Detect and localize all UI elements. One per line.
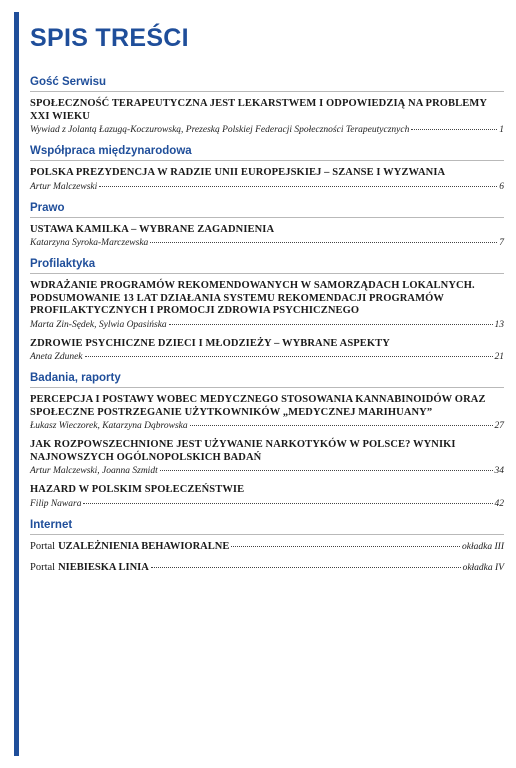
entry-author: Katarzyna Syroka-Marczewska (30, 238, 149, 248)
entry-title: PERCEPCJA I POSTAWY WOBEC MEDYCZNEGO STOSOWANIA KANNABINOIDÓW ORAZ SPOŁECZNE POSTRZEGANIE UŻYTKOWNIKÓW „MEDYCZNEJ MARIHUANY” (30, 394, 486, 418)
entry-leader (30, 466, 504, 476)
toc-section (30, 145, 504, 192)
entry-page: 21 (494, 352, 504, 362)
entry-leader (30, 421, 504, 431)
dot-leader (231, 546, 460, 547)
entry-author: Łukasz Wieczorek, Katarzyna Dąbrowska (30, 421, 188, 431)
dot-leader (99, 186, 497, 187)
entry-author: Aneta Zdunek (30, 352, 83, 362)
internet-item-prefix: Portal (30, 540, 56, 552)
entry-author: Artur Malczewski, Joanna Szmidt (30, 466, 158, 476)
toc-entry[interactable] (30, 167, 504, 192)
toc-section (30, 76, 504, 135)
entry-title: POLSKA PREZYDENCJA W RADZIE UNII EUROPEJSKIEJ – SZANSE I WYZWANIA (30, 167, 446, 178)
accent-bar (14, 12, 19, 756)
toc-content (30, 76, 504, 583)
toc-section (30, 202, 504, 249)
internet-item-name: UZALEŻNIENIA BEHAWIORALNE (58, 540, 230, 552)
section-title: Internet (30, 519, 504, 535)
entry-title: SPOŁECZNOŚĆ TERAPEUTYCZNA JEST LEKARSTWEM I ODPOWIEDZIĄ NA PROBLEMY XXI WIEKU (30, 98, 487, 122)
internet-item[interactable] (30, 541, 504, 552)
toc-entry[interactable] (30, 338, 504, 363)
entry-page: 27 (494, 421, 504, 431)
dot-leader (83, 503, 492, 504)
entry-leader (30, 320, 504, 330)
dot-leader (411, 129, 497, 130)
toc-entry[interactable] (30, 394, 504, 431)
toc-entry[interactable] (30, 439, 504, 476)
dot-leader (190, 425, 493, 426)
dot-leader (85, 356, 493, 357)
entry-title: ZDROWIE PSYCHICZNE DZIECI I MŁODZIEŻY – WYBRANE ASPEKTY (30, 337, 390, 349)
entry-leader (30, 352, 504, 362)
entry-leader (30, 182, 504, 192)
dot-leader (160, 470, 493, 471)
entry-leader (30, 238, 504, 248)
toc-section (30, 258, 504, 362)
section-title: Prawo (30, 202, 504, 218)
section-title: Profilaktyka (30, 258, 504, 274)
entry-page: 1 (499, 125, 504, 135)
dot-leader (150, 242, 497, 243)
entry-author: Marta Zin-Sędek, Sylwia Opasińska (30, 319, 167, 330)
toc-entry[interactable] (30, 280, 504, 330)
entry-title: WDRAŻANIE PROGRAMÓW REKOMENDOWANYCH W SAMORZĄDACH LOKALNYCH. PODSUMOWANIE 13 LAT DZIAŁANIA SYSTEMU REKOMENDACJI PROGRAMÓW PROFILAKTYCZNYCH I PROMOCJI ZDROWIA PSYCHICZNEGO (30, 280, 475, 316)
entry-page: 6 (499, 181, 504, 192)
entry-title: HAZARD W POLSKIM SPOŁECZEŃSTWIE (30, 484, 245, 495)
internet-item-page: okładka IV (462, 562, 504, 573)
toc-section (30, 372, 504, 509)
toc-entry[interactable] (30, 224, 504, 249)
entry-title: USTAWA KAMILKA – WYBRANE ZAGADNIENIA (30, 223, 275, 235)
section-title: Współpraca międzynarodowa (30, 145, 504, 161)
toc-entry[interactable] (30, 98, 504, 135)
section-title: Gość Serwisu (30, 76, 504, 92)
entry-page: 7 (499, 238, 504, 248)
toc-entry[interactable] (30, 484, 504, 509)
entry-author: Wywiad z Jolantą Łazugą-Koczurowską, Prezeską Polskiej Federacji Społeczności Terapeutycznych (30, 125, 410, 135)
dot-leader (169, 324, 493, 325)
entry-author: Filip Nawara (30, 498, 82, 509)
entry-page: 13 (494, 319, 504, 330)
internet-item-name: NIEBIESKA LINIA (58, 561, 149, 573)
section-title: Badania, raporty (30, 372, 504, 388)
entry-page: 34 (494, 466, 504, 476)
toc-section-internet (30, 519, 504, 573)
page-title: SPIS TREŚCI (30, 24, 189, 52)
entry-leader (30, 499, 504, 509)
internet-item-page: okładka III (462, 541, 504, 552)
entry-author: Artur Malczewski (30, 181, 98, 192)
entry-page: 42 (494, 498, 504, 509)
entry-leader (30, 125, 504, 135)
dot-leader (151, 567, 461, 568)
internet-item[interactable] (30, 562, 504, 573)
internet-item-prefix: Portal (30, 561, 56, 573)
entry-title: JAK ROZPOWSZECHNIONE JEST UŻYWANIE NARKOTYKÓW W POLSCE? WYNIKI NAJNOWSZYCH OGÓLNOPOLSKICH BADAŃ (30, 439, 456, 463)
